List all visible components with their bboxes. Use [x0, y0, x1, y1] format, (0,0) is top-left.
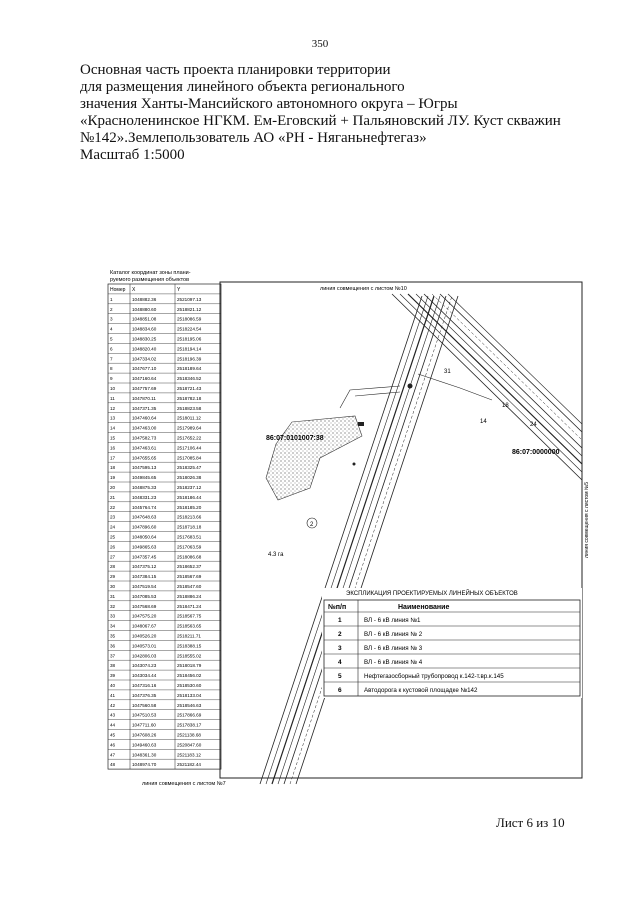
- catalog-cell: 39: [110, 673, 116, 679]
- catalog-cell: 1043034.44: [132, 673, 157, 679]
- catalog-cell: 1040573.01: [132, 643, 157, 649]
- catalog-cell: 1047376.35: [132, 692, 157, 698]
- parcel-label: 86:07:0101007:38: [266, 435, 324, 442]
- catalog-cell: 2517063.59: [177, 544, 202, 550]
- catalog-cell: 2518456.02: [177, 673, 202, 679]
- catalog-cell: 11: [110, 395, 115, 401]
- catalog-cell: 2521097.13: [177, 296, 202, 302]
- catalog-header-cell: X: [132, 287, 136, 293]
- catalog-cell: 1047870.11: [132, 395, 156, 401]
- catalog-cell: 2518718.18: [177, 524, 202, 530]
- catalog-cell: 1043074.23: [132, 663, 157, 669]
- catalog-cell: 25: [110, 534, 116, 540]
- catalog-cell: 45: [110, 732, 116, 738]
- document-title: [80, 62, 600, 164]
- area-label: 4.3 га: [268, 552, 284, 558]
- catalog-cell: 22: [110, 504, 116, 510]
- catalog-cell: 2518196.39: [177, 356, 202, 362]
- catalog-cell: 12: [110, 405, 116, 411]
- legend-name-cell: ВЛ - 6 кВ линия № 3: [364, 645, 423, 652]
- catalog-cell: 48: [110, 762, 116, 768]
- catalog-cell: 1047460.64: [132, 415, 157, 421]
- catalog-cell: 2518211.71: [177, 633, 201, 639]
- catalog-cell: 2518011.12: [177, 415, 201, 421]
- page-number: 350: [311, 38, 329, 50]
- catalog-cell: 1047463.61: [132, 445, 157, 451]
- catalog-cell: 18: [110, 465, 116, 471]
- catalog-cell: 3: [110, 316, 113, 322]
- catalog-cell: 5: [110, 336, 113, 342]
- legend-number-cell: 2: [338, 631, 342, 638]
- legend-header-cell: №п/п: [328, 604, 347, 611]
- catalog-cell: 41: [110, 692, 116, 698]
- catalog-cell: 2518652.37: [177, 564, 202, 570]
- catalog-cell: 8: [110, 366, 113, 372]
- catalog-cell: 46: [110, 742, 116, 748]
- catalog-header-cell: Номер: [110, 287, 126, 293]
- catalog-cell: 30: [110, 584, 116, 589]
- catalog-cell: 2518388.15: [177, 643, 202, 649]
- catalog-cell: 2518186.44: [177, 494, 202, 500]
- catalog-cell: 2518195.06: [177, 336, 202, 342]
- drawing-frame: [220, 282, 582, 778]
- catalog-cell: 9: [110, 376, 113, 382]
- planning-drawing: [100, 268, 590, 790]
- linear-object-corridor-east: [392, 294, 582, 480]
- catalog-cell: 2518567.75: [177, 613, 202, 619]
- legend-header-cell: Наименование: [398, 604, 450, 611]
- catalog-cell: 19: [110, 475, 116, 481]
- legend-title: ЭКСПЛИКАЦИЯ ПРОЕКТИРУЕМЫХ ЛИНЕЙНЫХ ОБЪЕКТОВ: [346, 591, 518, 597]
- catalog-cell: 2518086.68: [177, 554, 202, 560]
- catalog-cell: 6: [110, 346, 113, 352]
- scale-label: Масштаб 1:5000: [80, 147, 185, 163]
- catalog-cell: 1048331.23: [132, 494, 157, 500]
- catalog-cell: 1048851.08: [132, 316, 157, 322]
- catalog-cell: 1045764.74: [132, 504, 157, 510]
- catalog-cell: 44: [110, 722, 116, 728]
- catalog-cell: 1047896.60: [132, 524, 157, 530]
- parcel-label: 86:07:0000000: [512, 449, 560, 456]
- legend-name-cell: ВЛ - 6 кВ линия № 4: [364, 659, 423, 666]
- catalog-cell: 1048830.25: [132, 336, 157, 342]
- catalog-cell: 7: [110, 356, 113, 362]
- catalog-cell: 28: [110, 564, 116, 570]
- catalog-cell: 1048050.64: [132, 534, 157, 540]
- catalog-cell: 4: [110, 326, 113, 332]
- catalog-cell: 47: [110, 752, 116, 758]
- catalog-cell: 1047371.35: [132, 405, 157, 411]
- catalog-cell: 1040526.20: [132, 633, 157, 639]
- catalog-cell: 2517838.17: [177, 722, 202, 728]
- branch-line: [355, 392, 400, 396]
- catalog-cell: 2518886.24: [177, 593, 202, 599]
- catalog-cell: 1047085.53: [132, 593, 157, 599]
- parcel-area: [266, 416, 362, 500]
- legend-number-cell: 1: [338, 617, 342, 624]
- catalog-cell: 1048361.30: [132, 752, 157, 758]
- explication-legend: [322, 588, 582, 698]
- legend-number-cell: 6: [338, 687, 342, 694]
- catalog-cell: 36: [110, 643, 116, 649]
- catalog-cell: 2518471.24: [177, 603, 202, 609]
- catalog-cell: 2518018.79: [177, 663, 202, 669]
- linear-object-corridor: [260, 296, 458, 784]
- catalog-cell: 20: [110, 485, 116, 490]
- catalog-cell: 2521183.12: [177, 752, 201, 758]
- catalog-cell: 2518086.59: [177, 316, 202, 322]
- catalog-cell: 1: [110, 296, 113, 302]
- legend-number-cell: 3: [338, 645, 342, 652]
- catalog-cell: 2518721.43: [177, 386, 202, 391]
- legend-name-cell: Автодорога к кустовой площадке №142: [364, 687, 478, 694]
- catalog-cell: 2517652.22: [177, 435, 202, 441]
- catalog-cell: 1047560.58: [132, 702, 157, 708]
- catalog-cell: 1049460.63: [132, 742, 157, 748]
- point-label: 24: [530, 422, 537, 428]
- catalog-cell: 2518224.54: [177, 326, 202, 332]
- right-match-line-label: линия совмещения с листом №5: [584, 481, 590, 558]
- catalog-cell: 2518026.38: [177, 475, 202, 481]
- catalog-border: [108, 284, 221, 769]
- catalog-cell: 1047357.45: [132, 554, 157, 560]
- catalog-cell: 33: [110, 613, 116, 619]
- catalog-cell: 2518530.60: [177, 683, 202, 688]
- title-line: Основная часть проекта планировки территории: [80, 62, 391, 78]
- catalog-cell: 1047160.64: [132, 376, 157, 382]
- catalog-cell: 2518563.65: [177, 623, 202, 629]
- catalog-title: руемого размещения объектов: [110, 277, 190, 283]
- catalog-cell: 2518237.12: [177, 485, 202, 490]
- catalog-cell: 1047582.73: [132, 435, 157, 441]
- catalog-cell: 1047384.15: [132, 574, 157, 580]
- catalog-cell: 1047510.53: [132, 712, 157, 718]
- catalog-cell: 14: [110, 425, 116, 431]
- catalog-cell: 16: [110, 445, 116, 451]
- catalog-cell: 2521182.44: [177, 762, 201, 768]
- catalog-cell: 2521138.68: [177, 732, 201, 738]
- catalog-cell: 2520847.60: [177, 742, 202, 748]
- catalog-cell: 2518325.47: [177, 465, 202, 471]
- drawing-svg: [100, 268, 590, 790]
- sheet-counter: Лист 6 из 10: [496, 815, 565, 830]
- legend-number-cell: 4: [338, 659, 342, 666]
- catalog-cell: 1048820.40: [132, 346, 157, 352]
- catalog-cell: 1048974.70: [132, 762, 157, 768]
- well-marker: [358, 422, 364, 426]
- catalog-cell: 37: [110, 653, 116, 659]
- catalog-cell: 38: [110, 663, 116, 669]
- catalog-cell: 2518213.66: [177, 514, 202, 520]
- legend-name-cell: ВЛ - 6 кВ линия № 2: [364, 631, 423, 638]
- point-label: 18: [502, 403, 509, 409]
- catalog-cell: 1047334.02: [132, 356, 157, 362]
- catalog-cell: 2518185.20: [177, 504, 202, 510]
- catalog-cell: 1048067.67: [132, 623, 157, 629]
- catalog-cell: 23: [110, 514, 116, 520]
- catalog-cell: 1047677.10: [132, 366, 157, 372]
- catalog-cell: 2517106.44: [177, 445, 202, 451]
- catalog-cell: 2518547.60: [177, 584, 202, 589]
- legend-name-cell: ВЛ - 6 кВ линия №1: [364, 617, 421, 624]
- catalog-cell: 42: [110, 702, 116, 708]
- catalog-cell: 35: [110, 633, 116, 639]
- node-marker: [408, 384, 413, 389]
- legend-number-cell: 5: [338, 673, 342, 680]
- legend-name-cell: Нефтегазосборный трубопровод к.142-т.вр.к.145: [364, 673, 504, 680]
- catalog-cell: 1048834.60: [132, 326, 157, 332]
- catalog-cell: 26: [110, 544, 116, 550]
- catalog-cell: 1042806.03: [132, 653, 157, 659]
- object-number-label: 2: [310, 522, 314, 528]
- catalog-cell: 1047595.13: [132, 465, 157, 471]
- node-marker: [353, 463, 356, 466]
- catalog-cell: 2518133.04: [177, 692, 202, 698]
- catalog-cell: 29: [110, 574, 116, 580]
- bottom-match-line-label: линия совмещения с листом №7: [142, 781, 226, 787]
- catalog-cell: 1047757.69: [132, 386, 157, 391]
- coordinate-catalog: [108, 270, 221, 769]
- catalog-cell: 31: [110, 593, 116, 599]
- catalog-cell: 1047711.60: [132, 722, 156, 728]
- title-line: «Красноленинское НГКМ. Ем-Еговский + Пальяновский ЛУ. Куст скважин: [80, 113, 561, 129]
- catalog-cell: 34: [110, 623, 116, 629]
- branch-line: [418, 374, 492, 400]
- catalog-cell: 1047648.63: [132, 514, 157, 520]
- catalog-cell: 1047463.00: [132, 425, 157, 431]
- catalog-cell: 15: [110, 435, 116, 441]
- catalog-cell: 2517866.69: [177, 712, 202, 718]
- catalog-cell: 1047655.65: [132, 455, 157, 461]
- catalog-cell: 2518546.63: [177, 702, 202, 708]
- title-line: значения Ханты-Мансийского автономного округа – Югры: [80, 96, 458, 112]
- catalog-cell: 1047519.54: [132, 584, 157, 589]
- catalog-title: Каталог координат зоны плани-: [110, 270, 191, 276]
- catalog-cell: 1047375.12: [132, 564, 157, 570]
- catalog-cell: 2518567.69: [177, 574, 202, 580]
- catalog-cell: 32: [110, 603, 116, 609]
- title-line: №142».Землепользователь АО «РН - Няганьнефтегаз»: [80, 130, 427, 146]
- catalog-cell: 2518782.18: [177, 395, 202, 401]
- catalog-cell: 1047608.26: [132, 732, 157, 738]
- title-line: для размещения линейного объекта регионального: [80, 79, 405, 95]
- catalog-cell: 2: [110, 306, 113, 312]
- catalog-cell: 1048875.33: [132, 485, 157, 490]
- catalog-cell: 21: [110, 494, 116, 500]
- catalog-header-cell: Y: [177, 287, 181, 293]
- catalog-cell: 2517683.51: [177, 534, 202, 540]
- catalog-cell: 1048880.60: [132, 306, 157, 312]
- catalog-cell: 2518823.58: [177, 405, 202, 411]
- catalog-cell: 40: [110, 683, 116, 688]
- catalog-cell: 2518189.64: [177, 366, 202, 372]
- catalog-cell: 1048882.36: [132, 296, 157, 302]
- catalog-cell: 1047575.20: [132, 613, 157, 619]
- catalog-cell: 27: [110, 554, 116, 560]
- catalog-cell: 1047568.69: [132, 603, 157, 609]
- catalog-cell: 2518194.14: [177, 346, 202, 352]
- catalog-cell: 17: [110, 455, 116, 461]
- point-label: 14: [480, 419, 487, 425]
- catalog-cell: 1047316.16: [132, 683, 157, 688]
- top-match-line-label: линия совмещения с листом №10: [320, 286, 407, 292]
- catalog-cell: 1049865.63: [132, 544, 157, 550]
- catalog-cell: 2518346.52: [177, 376, 202, 382]
- catalog-cell: 2517085.84: [177, 455, 202, 461]
- catalog-cell: 2518555.02: [177, 653, 202, 659]
- catalog-cell: 24: [110, 524, 116, 530]
- catalog-cell: 10: [110, 386, 116, 391]
- catalog-cell: 2518821.12: [177, 306, 202, 312]
- catalog-cell: 43: [110, 712, 116, 718]
- point-label: 31: [444, 369, 451, 375]
- catalog-cell: 1049845.65: [132, 475, 157, 481]
- catalog-cell: 2517989.64: [177, 425, 202, 431]
- catalog-cell: 13: [110, 415, 116, 421]
